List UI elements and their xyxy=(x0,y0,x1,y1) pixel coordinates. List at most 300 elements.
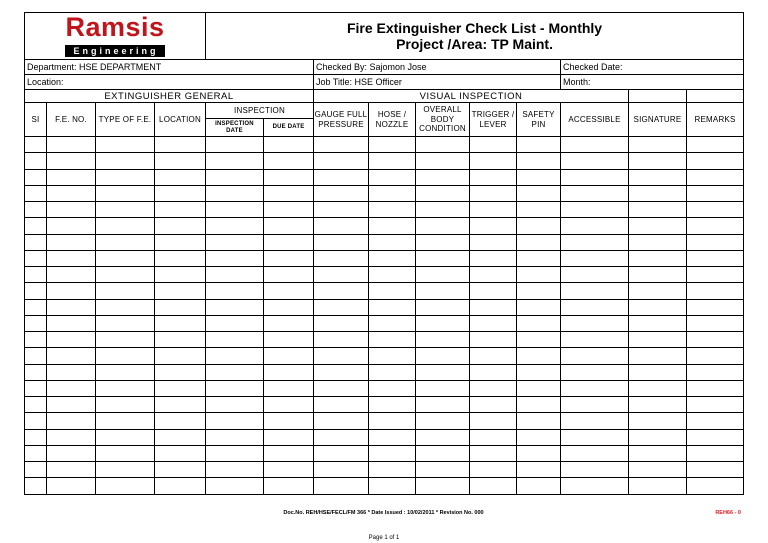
entry-cell[interactable] xyxy=(314,234,369,250)
entry-cell[interactable] xyxy=(264,413,314,429)
entry-cell[interactable] xyxy=(314,250,369,266)
job-title-field[interactable]: Job Title: HSE Officer xyxy=(314,75,561,90)
entry-cell[interactable] xyxy=(264,169,314,185)
entry-cell[interactable] xyxy=(470,267,517,283)
entry-cell[interactable] xyxy=(517,299,561,315)
entry-cell[interactable] xyxy=(155,413,206,429)
entry-cell[interactable] xyxy=(264,462,314,478)
entry-cell[interactable] xyxy=(470,153,517,169)
entry-cell[interactable] xyxy=(206,478,264,494)
entry-cell[interactable] xyxy=(25,153,47,169)
entry-cell[interactable] xyxy=(206,445,264,461)
entry-cell[interactable] xyxy=(206,348,264,364)
entry-cell[interactable] xyxy=(264,299,314,315)
entry-cell[interactable] xyxy=(561,397,629,413)
entry-cell[interactable] xyxy=(25,234,47,250)
entry-cell[interactable] xyxy=(47,202,96,218)
entry-cell[interactable] xyxy=(629,413,687,429)
entry-cell[interactable] xyxy=(416,218,470,234)
entry-cell[interactable] xyxy=(687,250,744,266)
entry-cell[interactable] xyxy=(206,250,264,266)
entry-cell[interactable] xyxy=(25,250,47,266)
entry-cell[interactable] xyxy=(314,478,369,494)
entry-cell[interactable] xyxy=(47,413,96,429)
entry-cell[interactable] xyxy=(25,332,47,348)
entry-cell[interactable] xyxy=(25,445,47,461)
entry-cell[interactable] xyxy=(96,462,155,478)
entry-cell[interactable] xyxy=(687,218,744,234)
entry-cell[interactable] xyxy=(25,413,47,429)
entry-cell[interactable] xyxy=(47,429,96,445)
entry-cell[interactable] xyxy=(25,364,47,380)
entry-cell[interactable] xyxy=(687,153,744,169)
entry-cell[interactable] xyxy=(369,413,416,429)
entry-cell[interactable] xyxy=(155,315,206,331)
entry-cell[interactable] xyxy=(561,332,629,348)
entry-cell[interactable] xyxy=(416,267,470,283)
entry-cell[interactable] xyxy=(470,462,517,478)
entry-cell[interactable] xyxy=(206,185,264,201)
entry-cell[interactable] xyxy=(687,234,744,250)
entry-cell[interactable] xyxy=(47,169,96,185)
entry-cell[interactable] xyxy=(25,299,47,315)
entry-cell[interactable] xyxy=(47,397,96,413)
entry-cell[interactable] xyxy=(47,380,96,396)
entry-cell[interactable] xyxy=(155,462,206,478)
checked-date-field[interactable]: Checked Date: xyxy=(561,60,744,75)
entry-cell[interactable] xyxy=(369,478,416,494)
entry-cell[interactable] xyxy=(687,478,744,494)
entry-cell[interactable] xyxy=(47,462,96,478)
entry-cell[interactable] xyxy=(47,234,96,250)
entry-cell[interactable] xyxy=(629,332,687,348)
entry-cell[interactable] xyxy=(264,283,314,299)
entry-cell[interactable] xyxy=(517,169,561,185)
entry-cell[interactable] xyxy=(369,234,416,250)
entry-cell[interactable] xyxy=(314,348,369,364)
entry-cell[interactable] xyxy=(687,315,744,331)
entry-cell[interactable] xyxy=(629,397,687,413)
entry-cell[interactable] xyxy=(629,250,687,266)
entry-cell[interactable] xyxy=(629,234,687,250)
entry-cell[interactable] xyxy=(517,315,561,331)
entry-cell[interactable] xyxy=(517,348,561,364)
entry-cell[interactable] xyxy=(416,299,470,315)
location-field[interactable]: Location: xyxy=(25,75,314,90)
entry-cell[interactable] xyxy=(264,397,314,413)
entry-cell[interactable] xyxy=(416,397,470,413)
entry-cell[interactable] xyxy=(314,202,369,218)
entry-cell[interactable] xyxy=(47,478,96,494)
entry-cell[interactable] xyxy=(314,283,369,299)
entry-cell[interactable] xyxy=(25,185,47,201)
entry-cell[interactable] xyxy=(561,137,629,153)
entry-cell[interactable] xyxy=(264,348,314,364)
entry-cell[interactable] xyxy=(155,153,206,169)
entry-cell[interactable] xyxy=(416,137,470,153)
entry-cell[interactable] xyxy=(561,478,629,494)
entry-cell[interactable] xyxy=(314,185,369,201)
entry-cell[interactable] xyxy=(206,153,264,169)
entry-cell[interactable] xyxy=(470,429,517,445)
entry-cell[interactable] xyxy=(687,169,744,185)
entry-cell[interactable] xyxy=(206,283,264,299)
entry-cell[interactable] xyxy=(96,380,155,396)
entry-cell[interactable] xyxy=(155,478,206,494)
entry-cell[interactable] xyxy=(629,380,687,396)
entry-cell[interactable] xyxy=(206,413,264,429)
entry-cell[interactable] xyxy=(96,283,155,299)
entry-cell[interactable] xyxy=(687,185,744,201)
entry-cell[interactable] xyxy=(416,445,470,461)
entry-cell[interactable] xyxy=(314,267,369,283)
entry-cell[interactable] xyxy=(470,445,517,461)
entry-cell[interactable] xyxy=(314,364,369,380)
entry-cell[interactable] xyxy=(206,364,264,380)
entry-cell[interactable] xyxy=(629,315,687,331)
entry-cell[interactable] xyxy=(561,299,629,315)
entry-cell[interactable] xyxy=(264,478,314,494)
entry-cell[interactable] xyxy=(47,299,96,315)
entry-cell[interactable] xyxy=(264,218,314,234)
entry-cell[interactable] xyxy=(96,185,155,201)
entry-cell[interactable] xyxy=(369,153,416,169)
entry-cell[interactable] xyxy=(687,364,744,380)
department-field[interactable]: Department: HSE DEPARTMENT xyxy=(25,60,314,75)
entry-cell[interactable] xyxy=(314,299,369,315)
entry-cell[interactable] xyxy=(206,397,264,413)
entry-cell[interactable] xyxy=(314,169,369,185)
entry-cell[interactable] xyxy=(314,397,369,413)
entry-cell[interactable] xyxy=(470,283,517,299)
entry-cell[interactable] xyxy=(416,332,470,348)
entry-cell[interactable] xyxy=(369,348,416,364)
entry-cell[interactable] xyxy=(155,332,206,348)
entry-cell[interactable] xyxy=(416,202,470,218)
entry-cell[interactable] xyxy=(47,283,96,299)
entry-cell[interactable] xyxy=(25,462,47,478)
entry-cell[interactable] xyxy=(561,348,629,364)
entry-cell[interactable] xyxy=(517,234,561,250)
entry-cell[interactable] xyxy=(96,169,155,185)
entry-cell[interactable] xyxy=(629,218,687,234)
entry-cell[interactable] xyxy=(264,153,314,169)
entry-cell[interactable] xyxy=(416,315,470,331)
entry-cell[interactable] xyxy=(470,413,517,429)
entry-cell[interactable] xyxy=(264,315,314,331)
entry-cell[interactable] xyxy=(561,250,629,266)
checked-by-field[interactable]: Checked By: Sajomon Jose xyxy=(314,60,561,75)
entry-cell[interactable] xyxy=(96,202,155,218)
entry-cell[interactable] xyxy=(687,332,744,348)
entry-cell[interactable] xyxy=(416,348,470,364)
entry-cell[interactable] xyxy=(369,332,416,348)
entry-cell[interactable] xyxy=(155,283,206,299)
entry-cell[interactable] xyxy=(155,364,206,380)
entry-cell[interactable] xyxy=(314,137,369,153)
entry-cell[interactable] xyxy=(629,364,687,380)
entry-cell[interactable] xyxy=(369,364,416,380)
entry-cell[interactable] xyxy=(314,445,369,461)
entry-cell[interactable] xyxy=(470,332,517,348)
entry-cell[interactable] xyxy=(369,137,416,153)
entry-cell[interactable] xyxy=(517,445,561,461)
entry-cell[interactable] xyxy=(47,267,96,283)
entry-cell[interactable] xyxy=(416,153,470,169)
entry-cell[interactable] xyxy=(96,267,155,283)
entry-cell[interactable] xyxy=(314,462,369,478)
entry-cell[interactable] xyxy=(369,185,416,201)
entry-cell[interactable] xyxy=(517,429,561,445)
entry-cell[interactable] xyxy=(470,315,517,331)
entry-cell[interactable] xyxy=(561,315,629,331)
entry-cell[interactable] xyxy=(47,250,96,266)
entry-cell[interactable] xyxy=(629,202,687,218)
entry-cell[interactable] xyxy=(96,364,155,380)
entry-cell[interactable] xyxy=(155,218,206,234)
entry-cell[interactable] xyxy=(155,380,206,396)
entry-cell[interactable] xyxy=(561,185,629,201)
entry-cell[interactable] xyxy=(517,153,561,169)
entry-cell[interactable] xyxy=(155,445,206,461)
entry-cell[interactable] xyxy=(369,299,416,315)
entry-cell[interactable] xyxy=(561,267,629,283)
entry-cell[interactable] xyxy=(25,380,47,396)
entry-cell[interactable] xyxy=(96,348,155,364)
entry-cell[interactable] xyxy=(369,380,416,396)
entry-cell[interactable] xyxy=(517,332,561,348)
entry-cell[interactable] xyxy=(369,283,416,299)
entry-cell[interactable] xyxy=(687,413,744,429)
entry-cell[interactable] xyxy=(687,299,744,315)
entry-cell[interactable] xyxy=(561,283,629,299)
entry-cell[interactable] xyxy=(470,218,517,234)
entry-cell[interactable] xyxy=(687,283,744,299)
entry-cell[interactable] xyxy=(206,462,264,478)
entry-cell[interactable] xyxy=(517,413,561,429)
entry-cell[interactable] xyxy=(206,380,264,396)
entry-cell[interactable] xyxy=(470,397,517,413)
entry-cell[interactable] xyxy=(416,169,470,185)
entry-cell[interactable] xyxy=(264,445,314,461)
entry-cell[interactable] xyxy=(687,137,744,153)
entry-cell[interactable] xyxy=(47,185,96,201)
entry-cell[interactable] xyxy=(416,380,470,396)
entry-cell[interactable] xyxy=(96,478,155,494)
entry-cell[interactable] xyxy=(96,429,155,445)
entry-cell[interactable] xyxy=(629,299,687,315)
entry-cell[interactable] xyxy=(416,250,470,266)
entry-cell[interactable] xyxy=(369,202,416,218)
entry-cell[interactable] xyxy=(470,137,517,153)
entry-cell[interactable] xyxy=(687,348,744,364)
entry-cell[interactable] xyxy=(416,185,470,201)
entry-cell[interactable] xyxy=(47,137,96,153)
entry-cell[interactable] xyxy=(517,185,561,201)
entry-cell[interactable] xyxy=(25,397,47,413)
entry-cell[interactable] xyxy=(155,169,206,185)
entry-cell[interactable] xyxy=(314,218,369,234)
entry-cell[interactable] xyxy=(517,462,561,478)
entry-cell[interactable] xyxy=(629,153,687,169)
entry-cell[interactable] xyxy=(206,137,264,153)
entry-cell[interactable] xyxy=(629,445,687,461)
entry-cell[interactable] xyxy=(155,137,206,153)
entry-cell[interactable] xyxy=(155,299,206,315)
entry-cell[interactable] xyxy=(25,283,47,299)
entry-cell[interactable] xyxy=(47,364,96,380)
entry-cell[interactable] xyxy=(96,315,155,331)
entry-cell[interactable] xyxy=(687,397,744,413)
entry-cell[interactable] xyxy=(206,299,264,315)
entry-cell[interactable] xyxy=(517,283,561,299)
entry-cell[interactable] xyxy=(470,478,517,494)
entry-cell[interactable] xyxy=(561,218,629,234)
entry-cell[interactable] xyxy=(47,445,96,461)
entry-cell[interactable] xyxy=(561,429,629,445)
entry-cell[interactable] xyxy=(561,364,629,380)
entry-cell[interactable] xyxy=(206,218,264,234)
entry-cell[interactable] xyxy=(369,169,416,185)
entry-cell[interactable] xyxy=(687,380,744,396)
entry-cell[interactable] xyxy=(416,413,470,429)
entry-cell[interactable] xyxy=(47,348,96,364)
entry-cell[interactable] xyxy=(470,202,517,218)
entry-cell[interactable] xyxy=(96,234,155,250)
entry-cell[interactable] xyxy=(416,364,470,380)
entry-cell[interactable] xyxy=(264,250,314,266)
entry-cell[interactable] xyxy=(517,380,561,396)
entry-cell[interactable] xyxy=(155,267,206,283)
entry-cell[interactable] xyxy=(517,202,561,218)
entry-cell[interactable] xyxy=(470,169,517,185)
entry-cell[interactable] xyxy=(96,250,155,266)
entry-cell[interactable] xyxy=(206,332,264,348)
entry-cell[interactable] xyxy=(629,478,687,494)
entry-cell[interactable] xyxy=(25,315,47,331)
entry-cell[interactable] xyxy=(155,250,206,266)
entry-cell[interactable] xyxy=(470,185,517,201)
entry-cell[interactable] xyxy=(629,137,687,153)
entry-cell[interactable] xyxy=(470,364,517,380)
entry-cell[interactable] xyxy=(264,137,314,153)
entry-cell[interactable] xyxy=(629,348,687,364)
entry-cell[interactable] xyxy=(561,202,629,218)
entry-cell[interactable] xyxy=(96,153,155,169)
entry-cell[interactable] xyxy=(561,380,629,396)
entry-cell[interactable] xyxy=(561,445,629,461)
entry-cell[interactable] xyxy=(96,332,155,348)
entry-cell[interactable] xyxy=(687,202,744,218)
entry-cell[interactable] xyxy=(517,137,561,153)
entry-cell[interactable] xyxy=(416,478,470,494)
entry-cell[interactable] xyxy=(25,348,47,364)
entry-cell[interactable] xyxy=(314,413,369,429)
entry-cell[interactable] xyxy=(206,234,264,250)
entry-cell[interactable] xyxy=(96,218,155,234)
entry-cell[interactable] xyxy=(96,413,155,429)
entry-cell[interactable] xyxy=(155,348,206,364)
entry-cell[interactable] xyxy=(629,185,687,201)
entry-cell[interactable] xyxy=(416,234,470,250)
entry-cell[interactable] xyxy=(369,397,416,413)
entry-cell[interactable] xyxy=(264,332,314,348)
entry-cell[interactable] xyxy=(369,218,416,234)
entry-cell[interactable] xyxy=(96,397,155,413)
entry-cell[interactable] xyxy=(314,315,369,331)
entry-cell[interactable] xyxy=(206,267,264,283)
entry-cell[interactable] xyxy=(155,234,206,250)
entry-cell[interactable] xyxy=(517,250,561,266)
entry-cell[interactable] xyxy=(47,332,96,348)
entry-cell[interactable] xyxy=(561,413,629,429)
entry-cell[interactable] xyxy=(470,380,517,396)
entry-cell[interactable] xyxy=(517,267,561,283)
entry-cell[interactable] xyxy=(206,429,264,445)
entry-cell[interactable] xyxy=(369,267,416,283)
entry-cell[interactable] xyxy=(264,185,314,201)
entry-cell[interactable] xyxy=(25,202,47,218)
entry-cell[interactable] xyxy=(561,153,629,169)
entry-cell[interactable] xyxy=(369,315,416,331)
entry-cell[interactable] xyxy=(687,445,744,461)
entry-cell[interactable] xyxy=(517,397,561,413)
entry-cell[interactable] xyxy=(96,299,155,315)
entry-cell[interactable] xyxy=(369,429,416,445)
entry-cell[interactable] xyxy=(629,462,687,478)
entry-cell[interactable] xyxy=(517,218,561,234)
entry-cell[interactable] xyxy=(629,169,687,185)
entry-cell[interactable] xyxy=(25,137,47,153)
entry-cell[interactable] xyxy=(25,429,47,445)
entry-cell[interactable] xyxy=(416,283,470,299)
entry-cell[interactable] xyxy=(369,462,416,478)
entry-cell[interactable] xyxy=(369,250,416,266)
entry-cell[interactable] xyxy=(561,169,629,185)
entry-cell[interactable] xyxy=(47,218,96,234)
entry-cell[interactable] xyxy=(47,153,96,169)
entry-cell[interactable] xyxy=(264,429,314,445)
entry-cell[interactable] xyxy=(155,202,206,218)
entry-cell[interactable] xyxy=(470,250,517,266)
entry-cell[interactable] xyxy=(470,348,517,364)
entry-cell[interactable] xyxy=(25,267,47,283)
entry-cell[interactable] xyxy=(25,478,47,494)
entry-cell[interactable] xyxy=(25,218,47,234)
entry-cell[interactable] xyxy=(470,299,517,315)
entry-cell[interactable] xyxy=(96,137,155,153)
entry-cell[interactable] xyxy=(629,267,687,283)
entry-cell[interactable] xyxy=(561,234,629,250)
entry-cell[interactable] xyxy=(369,445,416,461)
entry-cell[interactable] xyxy=(155,429,206,445)
entry-cell[interactable] xyxy=(629,283,687,299)
month-field[interactable]: Month: xyxy=(561,75,744,90)
entry-cell[interactable] xyxy=(314,380,369,396)
entry-cell[interactable] xyxy=(561,462,629,478)
entry-cell[interactable] xyxy=(206,169,264,185)
entry-cell[interactable] xyxy=(314,153,369,169)
entry-cell[interactable] xyxy=(264,267,314,283)
entry-cell[interactable] xyxy=(687,429,744,445)
entry-cell[interactable] xyxy=(629,429,687,445)
entry-cell[interactable] xyxy=(687,267,744,283)
entry-cell[interactable] xyxy=(314,429,369,445)
entry-cell[interactable] xyxy=(264,380,314,396)
entry-cell[interactable] xyxy=(517,478,561,494)
entry-cell[interactable] xyxy=(155,185,206,201)
entry-cell[interactable] xyxy=(470,234,517,250)
